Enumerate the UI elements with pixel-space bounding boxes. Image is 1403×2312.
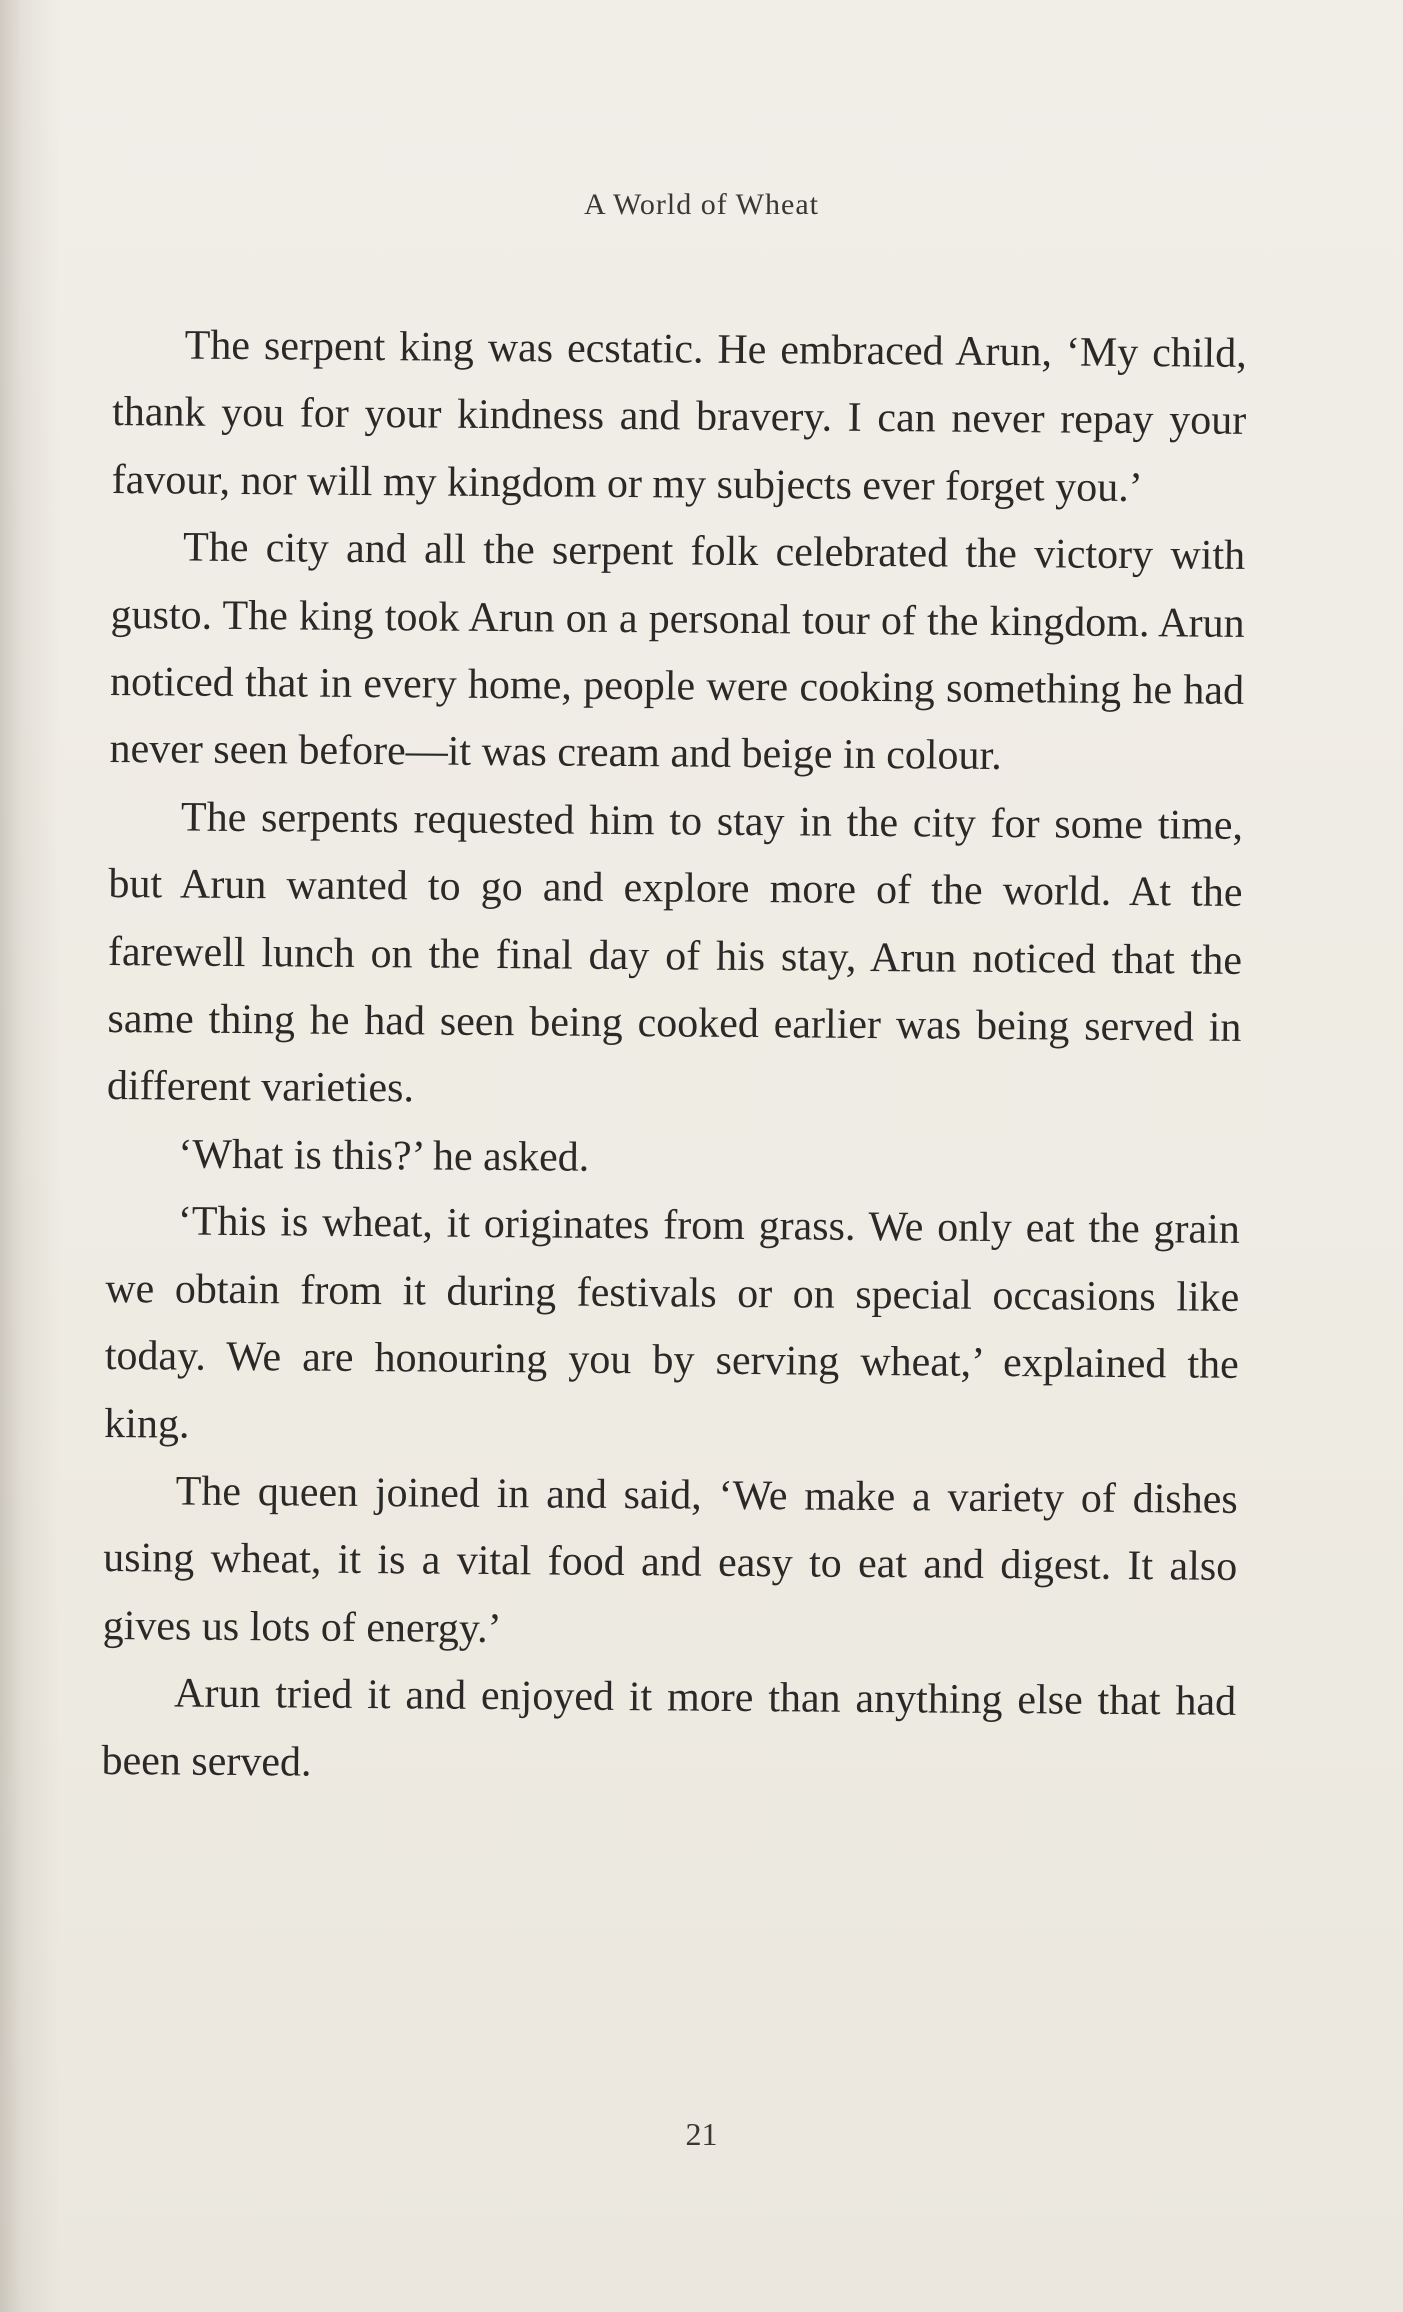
paragraph: The serpents requested him to stay in the city for some time, but Arun wanted to go and explore more of the world. At the farewell lunch on the final day of his stay, Arun noticed that the same thing he had seen being cooked earlier was being served in different varieties.: [106, 794, 1244, 1112]
paragraph: ‘This is wheat, it originates from grass. We only eat the grain we obtain from it during festivals or on special occasions like today. We are honouring you by serving wheat,’ explained the king.: [104, 1198, 1241, 1448]
paragraph: The queen joined in and said, ‘We make a variety of dishes using wheat, it is a vital food and easy to eat and digest. It also gives us lots of energy.’: [102, 1468, 1238, 1652]
running-head: A World of Wheat: [584, 188, 819, 221]
paragraph: The city and all the serpent folk celebrated the victory with gusto. The king took Arun on a personal tour of the kingdom. Arun noticed that in every home, people were cooking something he had never seen before—it was cream and beige in colour.: [109, 524, 1246, 780]
paragraph: ‘What is this?’ he asked.: [178, 1131, 590, 1181]
paragraph: Arun tried it and enjoyed it more than anything else that had been served.: [101, 1670, 1237, 1786]
paragraph: The serpent king was ecstatic. He embraced Arun, ‘My child, thank you for your kindness and bravery. I can never repay your favour, nor will my kingdom or my subjects ever forget you.’: [111, 322, 1247, 511]
body-text: [101, 312, 1247, 1804]
page-number: 21: [685, 2116, 718, 2152]
